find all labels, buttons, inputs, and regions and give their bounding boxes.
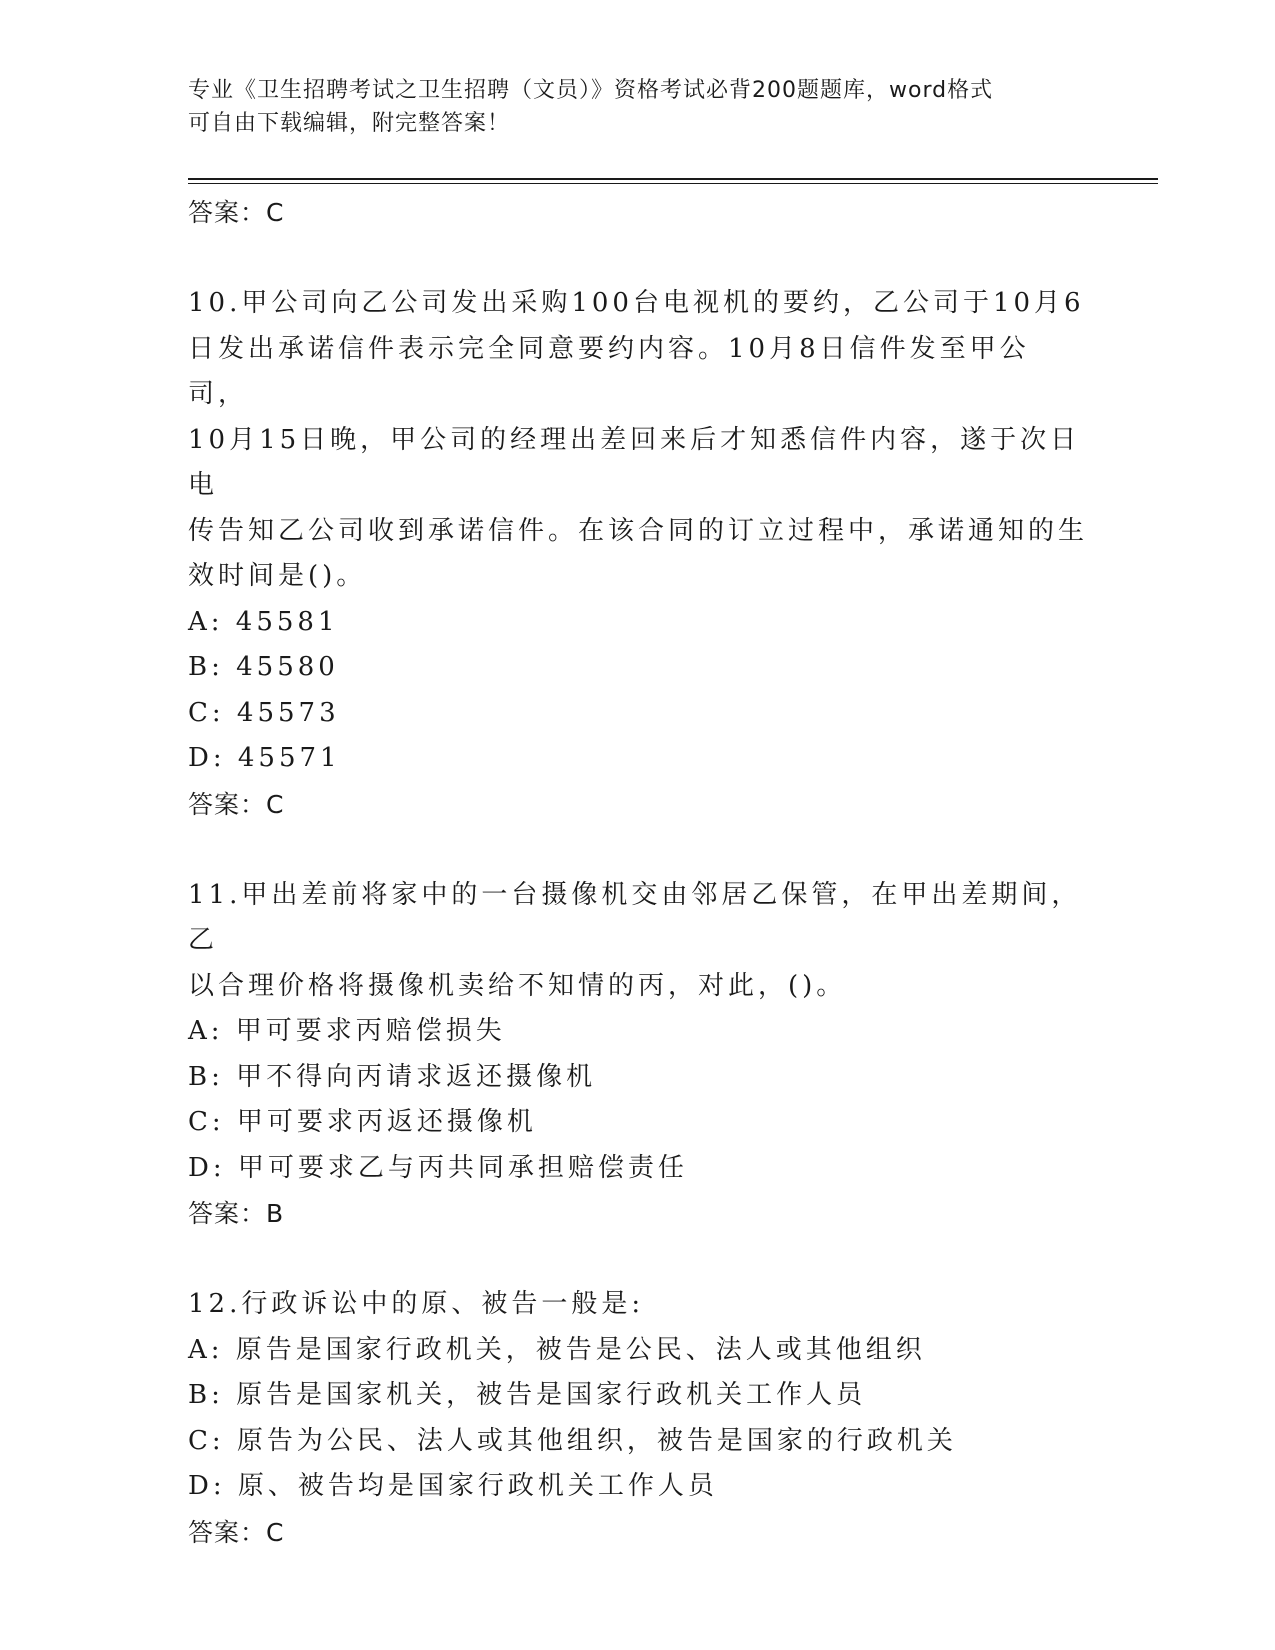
option-b: B: 甲不得向丙请求返还摄像机 xyxy=(188,1061,597,1092)
header-rule-thin xyxy=(188,183,1158,184)
document-body xyxy=(188,190,1088,1556)
answer-line: 答案：C xyxy=(188,198,285,227)
stem-line: 12.行政诉讼中的原、被告一般是: xyxy=(188,1289,645,1319)
option-d: D: 45571 xyxy=(188,743,341,773)
option-a: A: 45581 xyxy=(188,606,339,637)
stem-line: 11.甲出差前将家中的一台摄像机交由邻居乙保管，在甲出差期间，乙 xyxy=(188,879,1082,955)
stem-line: 以合理价格将摄像机卖给不知情的丙，对此，()。 xyxy=(188,970,847,1001)
option-d: D: 原、被告均是国家行政机关工作人员 xyxy=(188,1471,718,1501)
spacer xyxy=(188,828,1088,873)
answer-line: 答案：B xyxy=(188,1199,285,1228)
answer-line: 答案：C xyxy=(188,789,285,819)
header-rule-thick xyxy=(188,178,1158,180)
spacer xyxy=(188,1237,1088,1282)
header-line-2: 可自由下载编辑，附完整答案！ xyxy=(188,111,511,136)
spacer xyxy=(188,236,1088,281)
option-b: B: 45580 xyxy=(188,652,339,682)
question-stem xyxy=(188,873,1088,1010)
question-stem xyxy=(188,1282,1088,1328)
question-11 xyxy=(188,873,1088,1238)
option-b: B: 原告是国家机关，被告是国家行政机关工作人员 xyxy=(188,1380,867,1410)
stem-line: 10.甲公司向乙公司发出采购100台电视机的要约，乙公司于10月6 xyxy=(188,288,1085,318)
option-c: C: 原告为公民、法人或其他组织，被告是国家的行政机关 xyxy=(188,1425,957,1456)
option-c: C: 甲可要求丙返还摄像机 xyxy=(188,1107,537,1137)
header-line-1: 专业《卫生招聘考试之卫生招聘（文员）》资格考试必背200题题库，word格式 xyxy=(188,78,994,103)
document-header xyxy=(188,74,1088,140)
option-a: A: 甲可要求丙赔偿损失 xyxy=(188,1016,506,1046)
option-d: D: 甲可要求乙与丙共同承担赔偿责任 xyxy=(188,1152,688,1183)
option-a: A: 原告是国家行政机关，被告是公民、法人或其他组织 xyxy=(188,1334,926,1365)
stem-line: 日发出承诺信件表示完全同意要约内容。10月8日信件发至甲公司， xyxy=(188,333,1030,409)
stem-line: 10月15日晚，甲公司的经理出差回来后才知悉信件内容，遂于次日电 xyxy=(188,424,1081,500)
question-stem xyxy=(188,281,1088,600)
question-12 xyxy=(188,1282,1088,1556)
option-c: C: 45573 xyxy=(188,697,340,728)
stem-line: 效时间是()。 xyxy=(188,561,367,591)
answer-line: 答案：C xyxy=(188,1517,285,1547)
question-10 xyxy=(188,281,1088,828)
stem-line: 传告知乙公司收到承诺信件。在该合同的订立过程中，承诺通知的生 xyxy=(188,515,1089,546)
